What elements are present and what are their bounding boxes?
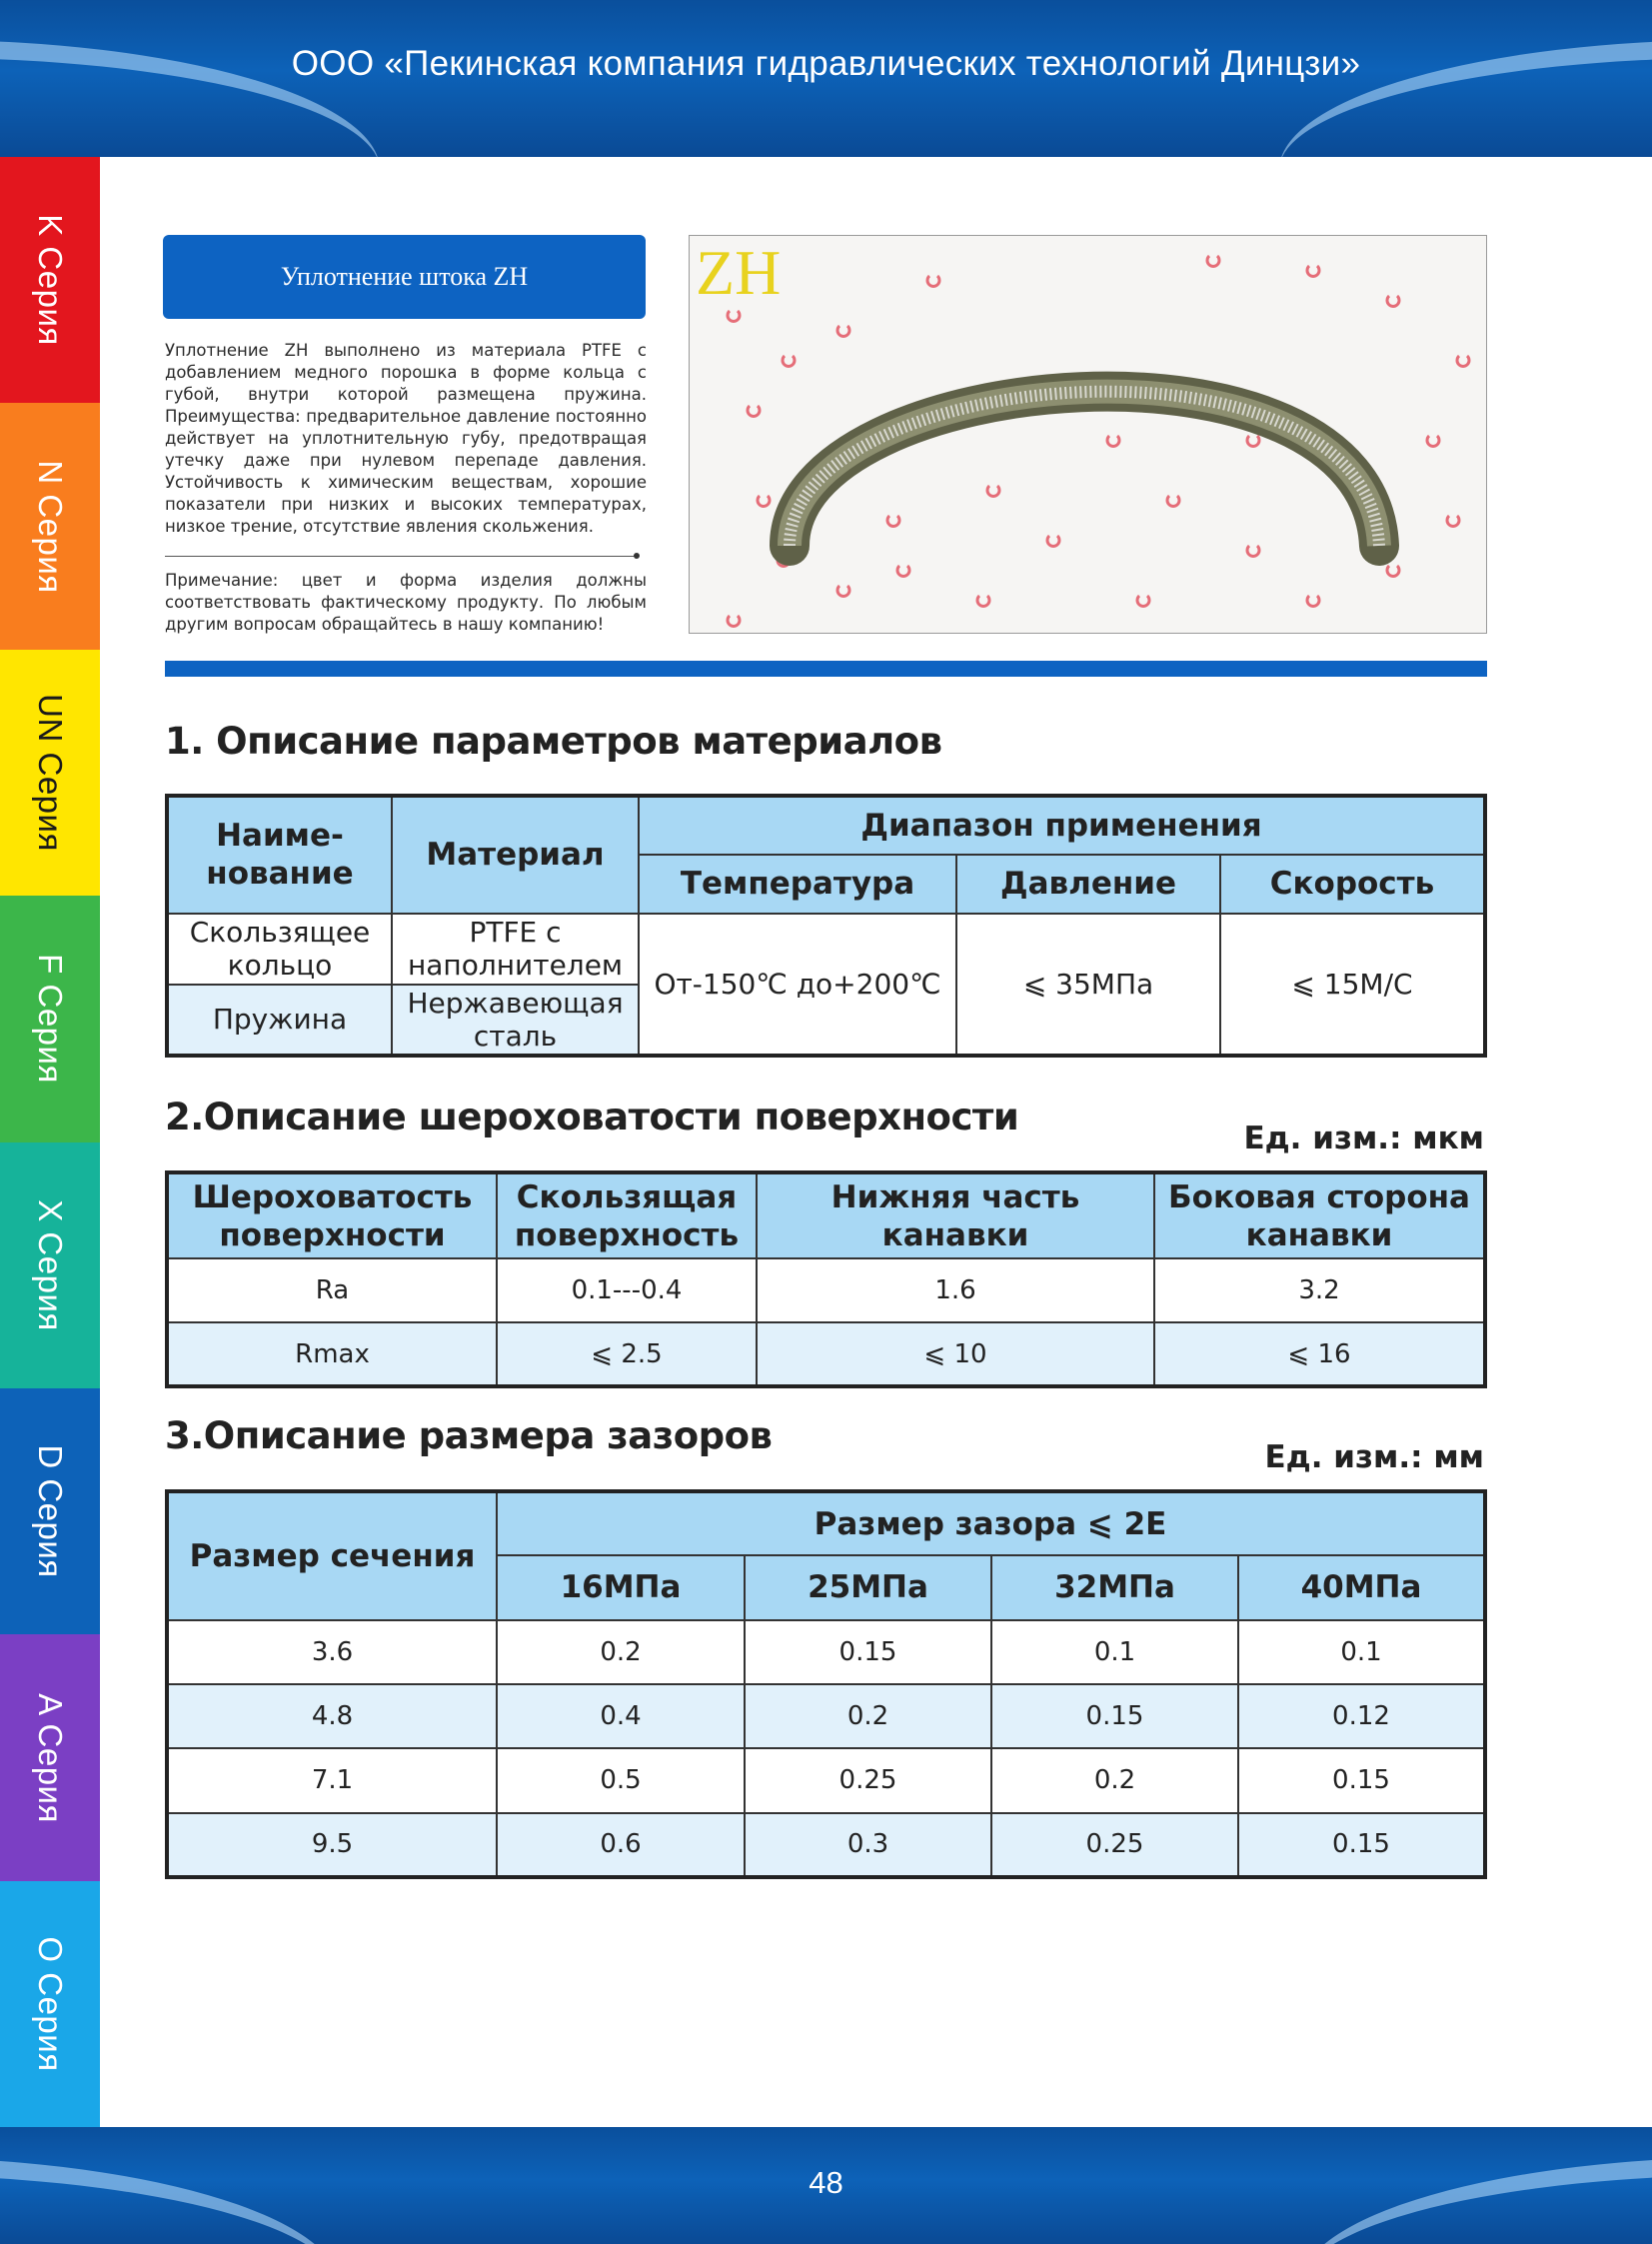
page-number: 48 (809, 2165, 843, 2200)
cell-param: Rmax (167, 1322, 497, 1386)
page-header (0, 0, 1652, 157)
tab-o-series[interactable] (0, 1881, 100, 2127)
company-title: ООО «Пекинская компания гидравлических технологий Динцзи» (291, 44, 1361, 83)
cell-gap: 0.15 (991, 1684, 1238, 1748)
divider-dot (634, 553, 640, 559)
cell-gap: 0.5 (497, 1748, 745, 1812)
cell-gap: 0.2 (991, 1748, 1238, 1812)
tab-label: X Серия (32, 1198, 69, 1331)
header-temperature: Температура (639, 855, 956, 914)
product-title: Уплотнение штока ZH (163, 235, 646, 319)
cell-section: 3.6 (167, 1620, 497, 1684)
gap-size-table (165, 1489, 1487, 1879)
header-section-size: Размер сечения (167, 1491, 497, 1620)
product-description: Уплотнение ZH выполнено из материала PTFE с добавлением медного порошка в форме кольца с губой, внутри которой размещена пружина. Преимущества: предварительное давление постоянно действует на уплотнительную губу, предотвращая утечку даже при нулевом перепаде давления. Устойчивость к химическим веществам, хорошие показатели при низких и высоких температурах, низкое трение, отсутствие явления скольжения. (165, 341, 647, 536)
ring-lip (790, 392, 1379, 546)
tab-label: UN Серия (32, 694, 69, 852)
header-pressure-40: 40МПа (1238, 1555, 1485, 1619)
seal-ring-illustration (690, 236, 1487, 634)
header-speed: Скорость (1220, 855, 1485, 914)
header-pressure-16: 16МПа (497, 1555, 745, 1619)
cell-speed: ⩽ 15М/С (1220, 914, 1485, 1056)
tab-label: O Серия (32, 1936, 69, 2072)
cell-gap: 0.6 (497, 1813, 745, 1877)
tab-label: F Серия (32, 954, 69, 1085)
cell-value: 1.6 (757, 1258, 1154, 1322)
header-gap-size: Размер зазора ⩽ 2E (497, 1491, 1485, 1555)
tab-a-series[interactable] (0, 1634, 100, 1880)
cell-gap: 0.3 (745, 1813, 991, 1877)
series-tabs (0, 157, 100, 2127)
cell-value: ⩽ 10 (757, 1322, 1154, 1386)
cell-section: 4.8 (167, 1684, 497, 1748)
cell-value: 3.2 (1154, 1258, 1485, 1322)
section-divider (165, 661, 1487, 677)
cell-gap: 0.15 (745, 1620, 991, 1684)
cell-value: ⩽ 16 (1154, 1322, 1485, 1386)
header-pressure-32: 32МПа (991, 1555, 1238, 1619)
tab-label: N Серия (32, 459, 69, 594)
cell-value: ⩽ 2.5 (497, 1322, 757, 1386)
header-range: Диапазон применения (639, 796, 1485, 855)
materials-table (165, 794, 1487, 1058)
tab-label: K Серия (32, 214, 69, 346)
cell-gap: 0.1 (991, 1620, 1238, 1684)
cell-gap: 0.4 (497, 1684, 745, 1748)
header-groove-bottom: Нижняя часть канавки (757, 1172, 1154, 1258)
tab-n-series[interactable] (0, 403, 100, 649)
header-roughness: Шероховатость поверхности (167, 1172, 497, 1258)
tab-x-series[interactable] (0, 1142, 100, 1388)
cell-value: 0.1---0.4 (497, 1258, 757, 1322)
cell-gap: 0.25 (991, 1813, 1238, 1877)
section3-heading: 3.Описание размера зазоров (165, 1414, 773, 1457)
cell-gap: 0.2 (745, 1684, 991, 1748)
section2-unit: Ед. изм.: мкм (1243, 1121, 1484, 1156)
header-sliding-surface: Скользящая поверхность (497, 1172, 757, 1258)
tab-k-series[interactable] (0, 157, 100, 403)
header-pressure: Давление (956, 855, 1220, 914)
cell-temperature: От-150℃ до+200℃ (639, 914, 956, 1056)
section3-unit: Ед. изм.: мм (1264, 1439, 1484, 1475)
header-groove-side: Боковая сторона канавки (1154, 1172, 1485, 1258)
cell-material: Нержавеющая сталь (392, 985, 639, 1056)
cell-name: Пружина (167, 985, 392, 1056)
tab-un-series[interactable] (0, 650, 100, 896)
tab-label: D Серия (32, 1444, 69, 1578)
cell-gap: 0.15 (1238, 1813, 1485, 1877)
cell-param: Ra (167, 1258, 497, 1322)
product-note: Примечание: цвет и форма изделия должны соответствовать фактическому продукту. По любым другим вопросам обращайтесь в нашу компанию! (165, 571, 647, 634)
cell-gap: 0.25 (745, 1748, 991, 1812)
intro-divider (165, 556, 637, 557)
cell-name: Скользящее кольцо (167, 914, 392, 985)
cell-material: PTFE с наполнителем (392, 914, 639, 985)
header-pressure-25: 25МПа (745, 1555, 991, 1619)
section1-heading: 1. Описание параметров материалов (165, 720, 942, 763)
cell-gap: 0.12 (1238, 1684, 1485, 1748)
page-footer (0, 2127, 1652, 2244)
photo-label: ZH (696, 237, 782, 308)
header-material: Материал (392, 796, 639, 914)
cell-pressure: ⩽ 35МПа (956, 914, 1220, 1056)
section2-heading: 2.Описание шероховатости поверхности (165, 1096, 1019, 1138)
cell-gap: 0.2 (497, 1620, 745, 1684)
roughness-table (165, 1170, 1487, 1388)
cell-section: 7.1 (167, 1748, 497, 1812)
cell-section: 9.5 (167, 1813, 497, 1877)
tab-f-series[interactable] (0, 896, 100, 1141)
product-photo (689, 235, 1487, 634)
cell-gap: 0.15 (1238, 1748, 1485, 1812)
cell-gap: 0.1 (1238, 1620, 1485, 1684)
tab-label: A Серия (32, 1692, 69, 1823)
tab-d-series[interactable] (0, 1388, 100, 1634)
header-name: Наиме-нование (167, 796, 392, 914)
